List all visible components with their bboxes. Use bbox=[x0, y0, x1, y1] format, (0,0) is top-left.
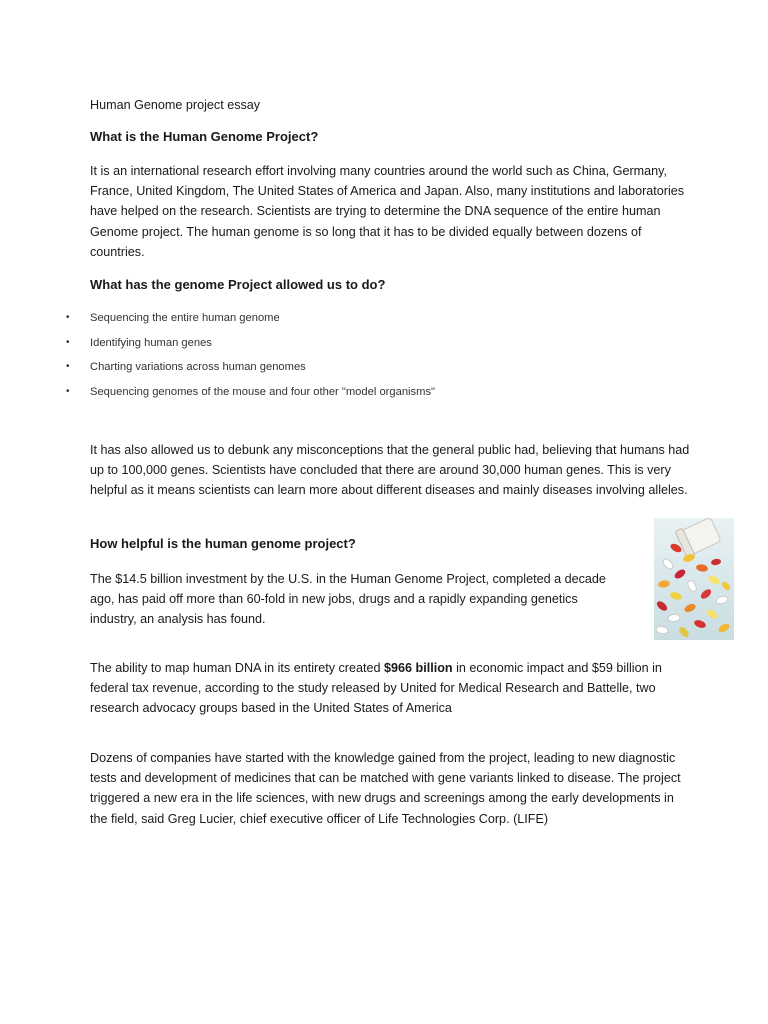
list-item bbox=[0, 360, 600, 385]
heading-allowed: What has the genome Project allowed us to do? bbox=[90, 277, 386, 292]
para4-text-b: in economic impact and $59 billion in federal tax revenue, according to the study released by United for Medical Research and Battelle, two research advocacy groups based in the United States of America bbox=[90, 661, 662, 716]
bullet-icon: • bbox=[66, 385, 70, 397]
paragraph-investment: The $14.5 billion investment by the U.S. in the Human Genome Project, completed a decade ago, has paid off more than 60-fold in new jobs, drugs and a rapidly expanding genetics industry, an analysis has found. bbox=[90, 572, 606, 627]
paragraph-economic-impact bbox=[90, 658, 690, 719]
list-item-text: Sequencing genomes of the mouse and four other "model organisms" bbox=[90, 385, 436, 398]
list-item-text: Charting variations across human genomes bbox=[90, 361, 306, 373]
list-item bbox=[0, 311, 600, 336]
list-item bbox=[0, 336, 600, 361]
bullet-icon: • bbox=[66, 312, 70, 323]
achievements-list bbox=[0, 311, 600, 409]
paragraph-intro: It is an international research effort involving many countries around the world such as China, Germany, France, United Kingdom, The United States of America and Japan. Also, many institutions and laboratories have helped on the research. Scientists are trying to determine the DNA sequence of the entire human Genome project. The human genome is so long that it has to be divided equally between dozens of countries. bbox=[90, 164, 685, 259]
document-title: Human Genome project essay bbox=[90, 98, 261, 112]
heading-what-is: What is the Human Genome Project? bbox=[90, 129, 319, 144]
list-item bbox=[0, 385, 600, 410]
bullet-icon: • bbox=[66, 361, 70, 372]
para4-text-a: The ability to map human DNA in its entirety created bbox=[90, 661, 384, 675]
heading-helpful: How helpful is the human genome project? bbox=[90, 536, 356, 551]
paragraph-companies: Dozens of companies have started with the knowledge gained from the project, leading to new diagnostic tests and development of medicines that can be matched with gene variants linked to disease. The project triggered a new era in the life sciences, with new drugs and screenings among the early developments in the field, said Greg Lucier, chief executive officer of Life Technologies Corp. (LIFE) bbox=[90, 751, 681, 826]
list-item-text: Sequencing the entire human genome bbox=[90, 312, 280, 324]
paragraph-misconceptions: It has also allowed us to debunk any misconceptions that the general public had, believing that humans had up to 100,000 genes. Scientists have concluded that there are around 30,000 human genes. This is very helpful as it means scientists can learn more about different diseases and mainly diseases involving alleles. bbox=[90, 443, 690, 498]
pills-image bbox=[654, 518, 734, 640]
para4-bold-amount: $966 billion bbox=[384, 661, 453, 675]
bullet-icon: • bbox=[66, 336, 70, 348]
list-item-text: Identifying human genes bbox=[90, 336, 212, 349]
